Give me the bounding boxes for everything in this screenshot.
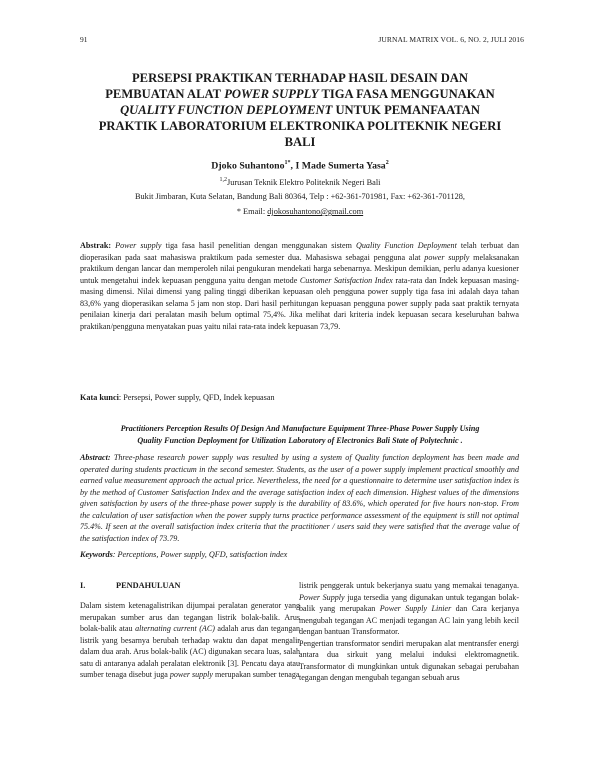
page-header — [80, 35, 524, 49]
keywords: Keywords: Perceptions, Power supply, QFD, satisfaction index — [80, 550, 288, 559]
title-line-4: PRAKTIK LABORATORIUM ELEKTRONIKA POLITEKNIK NEGERI — [98, 119, 502, 133]
affiliation-department: $^{1,2}$Jurusan Teknik Elektro Politeknik Negeri Bali — [219, 177, 381, 187]
page-number: 91 — [80, 35, 88, 44]
abstract-english: Abstract: Three-phase research power supply was resulted by using a system of Quality function deployment has been made and operated during students practicum in the second semester. Students, as the user of a power supply implement practical smoothly and earned value measurement approach the actual price. Nevertheless, the need for a questionnaire to determine user satisfaction index is by the method of Customer Satisfaction Index and the average satisfaction index of each dimension. Highest values of the dimensions given satisfaction by users of the three-phase power supply is the durability of 83.6%, which operated for five hours non-stop. From the calculation of user satisfaction when the power supply turns practice performance assessment of the equipment is still not optimal 75.4%. If seen at the overall satisfaction index criteria that the practitioner / users said they were satisfied that the average value of the satisfaction index of 73.79. — [80, 453, 519, 543]
author-2: I Made Sumerta Yasa — [295, 160, 386, 172]
abstrak-indonesian: Abstrak: Power supply tiga fasa hasil penelitian dengan menggunakan sistem Quality Function Deployment telah terbuat dan dioperasikan pada saat mahasiswa praktikum pada semester dua. Mahasiswa sebagai pengguna alat power supply melaksanakan praktikum dengan lancar dan memperoleh nilai pengukuran mendekati harga sebenarnya. Meskipun demikian, perlu adanya kuesioner untuk mengetahui indek kepuasan pengguna yaitu dengan metode Customer Satisfaction Index rata-rata dan Indek kepuasan masing-masing dimensi. Nilai dimensi yang paling tinggi diberikan kepuasan oleh pengguna power supply tiga fasa ini adalah daya tahan 83,6% yang dioperasikan selama 5 jam non stop. Dari hasil perhitungan kepuasan pengguna power supply pada saat praktik ternyata penilaian kinerja dari peralatan masih belum optimal 75,4%. Jika melihat dari kriteria indek kepuasan secara keseluruhan bahwa praktikan/pengguna menyatakan puas yaitu nilai rata-rata indek kepuasan 73,79. — [80, 241, 520, 331]
right-paragraph-2: Pengertian transformator sendiri merupakan alat mentransfer energi antara dua sirkuit yang melalui induksi elektromagnetik. Transformator di mungkinkan untuk digunakan sebagai perubahan tegangan dengan mengubah tegangan sebuah arus — [299, 638, 519, 683]
left-column — [80, 600, 300, 681]
journal-running-title: JURNAL MATRIX VOL. 6, NO. 2, JULI 2016 — [378, 35, 524, 44]
author-list: Djoko Suhantono$^{1*}$, I Made Sumerta Yasa$^2$ — [211, 160, 389, 172]
section-heading-pendahuluan: I. PENDAHULUAN — [80, 581, 181, 590]
title-line-3: QUALITY FUNCTION DEPLOYMENT UNTUK PEMANFAATAN — [120, 103, 480, 117]
title-line-5: BALI — [284, 135, 316, 149]
author-1: Djoko Suhantono — [211, 160, 285, 172]
kata-kunci: Kata kunci: Persepsi, Power supply, QFD, Indek kepuasan — [80, 393, 275, 402]
email-link[interactable]: djokosuhantono@gmail.com — [267, 207, 364, 216]
right-paragraph-1: listrik penggerak untuk bekerjanya suatu yang memakai tenaganya. Power Supply juga tersedia yang digunakan untuk tegangan bolak-balik yang merupakan Power Supply Linier dan Cara kerjanya mengubah tegangan AC menjadi tegangan AC lain yang lebih kecil dengan bantuan Transformator. — [299, 581, 520, 637]
title-line-2: PEMBUATAN ALAT POWER SUPPLY TIGA FASA MENGGUNAKAN — [105, 87, 495, 101]
title-line-1: PERSEPSI PRAKTIKAN TERHADAP HASIL DESAIN DAN — [131, 71, 468, 85]
english-title: Practitioners Perception Results Of Design And Manufacture Equipment Three-Phase Power Supply Using Quality Function Deployment for Utilization Laboratory of Electronics Bali State of Polytechnic . — [120, 424, 480, 445]
paper-title — [90, 70, 510, 150]
left-paragraph-1: Dalam sistem ketenagalistrikan dijumpai peralatan generator yang merupakan sumber arus dan tegangan listrik bolak-balik. Arus bolak-balik atau alternating current (AC) adalah arus dan tegangan listrik yang besarnya berubah terhadap waktu dan dapat mengalir dalam dua arah. Arus bolak-balik (AC) digunakan secara luas, salah satu di antaranya adalah peralatan elektronik [3]. Pencatu daya atau sumber tenaga disebut juga power supply merupakan sumber tenaga — [80, 601, 300, 680]
affiliation-email: * Email: djokosuhantono@gmail.com — [236, 207, 364, 216]
affiliation-address: Bukit Jimbaran, Kuta Selatan, Bandung Bali 80364, Telp : +62-361-701981, Fax: +62-361-701128, — [134, 192, 465, 201]
right-column — [299, 580, 519, 684]
